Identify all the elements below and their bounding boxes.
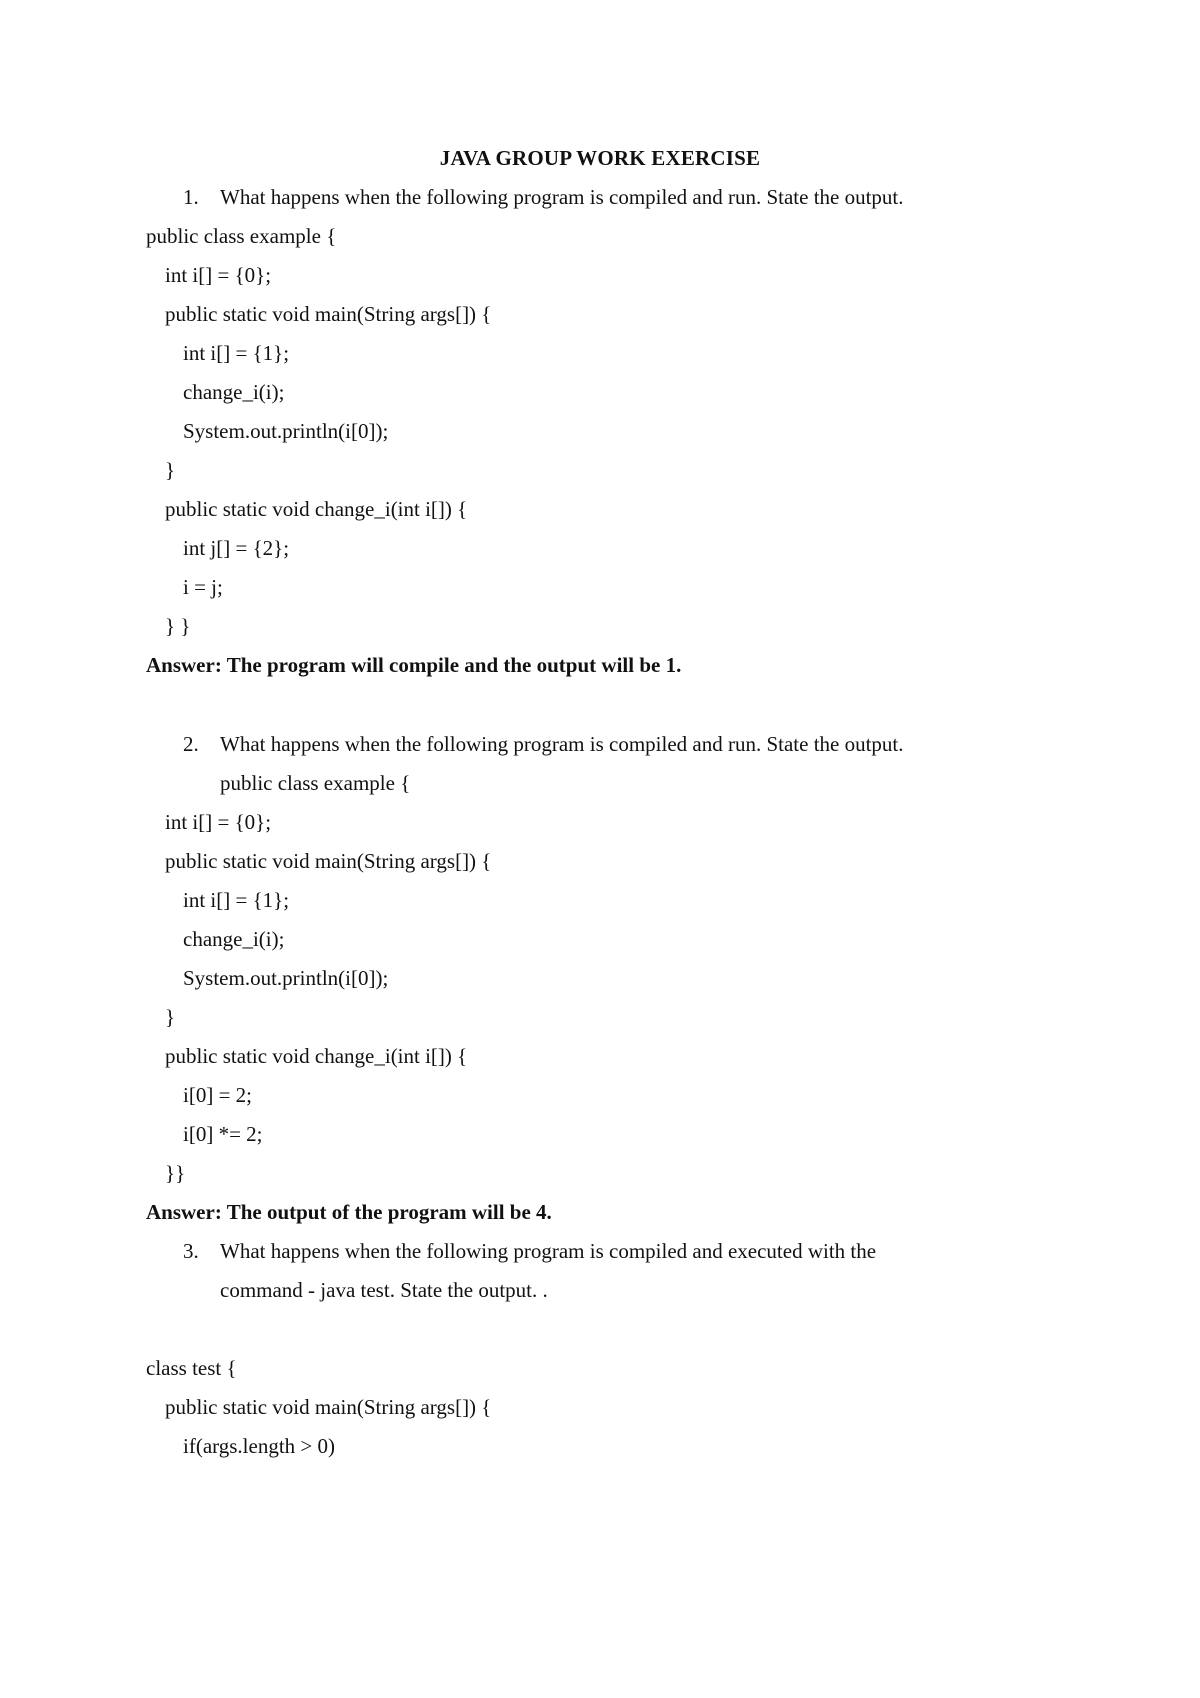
- q2-code-line-11: }}: [165, 1161, 186, 1185]
- q2-code-line-7: }: [165, 1005, 176, 1029]
- q1-code-line-1: public class example {: [146, 224, 337, 248]
- question-3-number: 3.: [183, 1239, 199, 1263]
- question-3-text-line-1: What happens when the following program is compiled and executed with the: [220, 1239, 877, 1263]
- q2-code-line-6: System.out.println(i[0]);: [183, 966, 389, 990]
- q1-code-line-2: int i[] = {0};: [165, 263, 272, 287]
- question-2-answer: Answer: The output of the program will be 4.: [146, 1200, 552, 1224]
- q1-code-line-10: i = j;: [183, 575, 223, 599]
- q1-code-line-4: int i[] = {1};: [183, 341, 290, 365]
- q1-code-line-3: public static void main(String args[]) {: [165, 302, 492, 326]
- q1-code-line-11: } }: [165, 614, 191, 638]
- q2-code-line-2: int i[] = {0};: [165, 810, 272, 834]
- q3-code-line-3: if(args.length > 0): [183, 1434, 336, 1458]
- q2-code-line-8: public static void change_i(int i[]) {: [165, 1044, 468, 1068]
- q1-code-line-5: change_i(i);: [183, 380, 285, 404]
- q2-code-line-5: change_i(i);: [183, 927, 285, 951]
- question-2-text: What happens when the following program is compiled and run. State the output.: [220, 732, 904, 756]
- q2-code-line-9: i[0] = 2;: [183, 1083, 252, 1107]
- q1-code-line-9: int j[] = {2};: [183, 536, 290, 560]
- q1-code-line-6: System.out.println(i[0]);: [183, 419, 389, 443]
- q2-code-line-1: public class example {: [220, 771, 411, 795]
- q1-code-line-8: public static void change_i(int i[]) {: [165, 497, 468, 521]
- question-1-text: What happens when the following program is compiled and run. State the output.: [220, 185, 904, 209]
- question-1-number: 1.: [183, 185, 199, 209]
- q3-code-line-2: public static void main(String args[]) {: [165, 1395, 492, 1419]
- q3-code-line-1: class test {: [146, 1356, 237, 1380]
- q2-code-line-3: public static void main(String args[]) {: [165, 849, 492, 873]
- q2-code-line-10: i[0] *= 2;: [183, 1122, 263, 1146]
- question-3-text-line-2: command - java test. State the output. .: [220, 1278, 548, 1302]
- q1-code-line-7: }: [165, 458, 176, 482]
- q2-code-line-4: int i[] = {1};: [183, 888, 290, 912]
- question-2-number: 2.: [183, 732, 199, 756]
- question-1-answer: Answer: The program will compile and the output will be 1.: [146, 653, 682, 677]
- document-title: JAVA GROUP WORK EXERCISE: [439, 146, 761, 170]
